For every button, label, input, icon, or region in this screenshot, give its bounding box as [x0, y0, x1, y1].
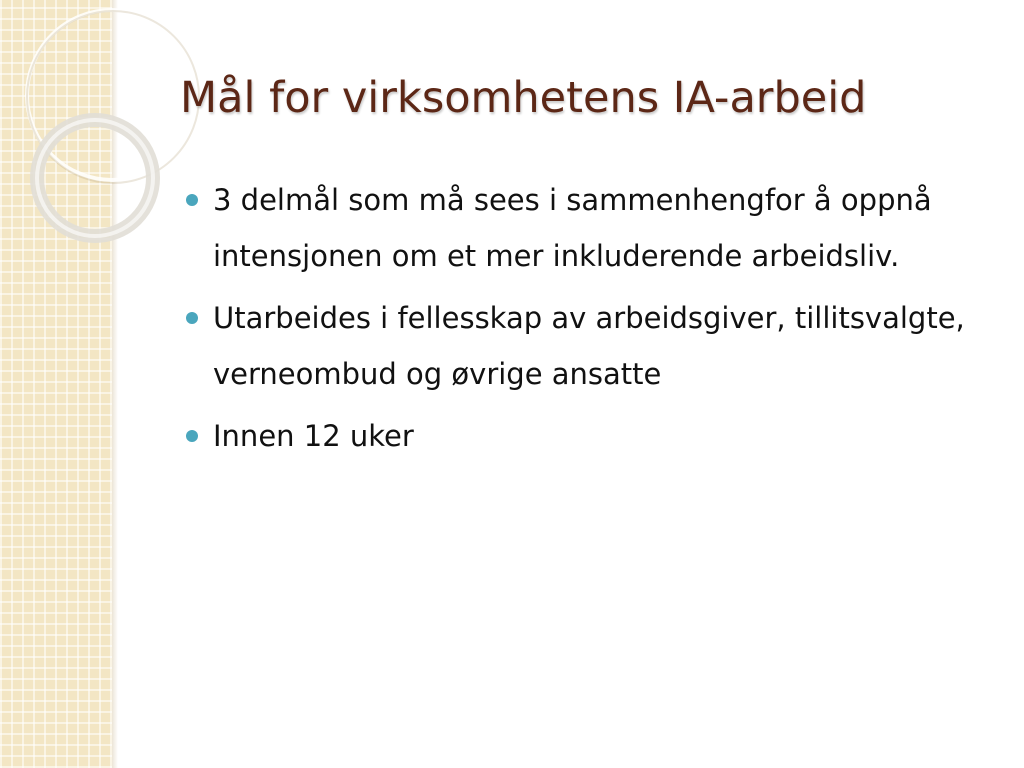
bullet-text: 3 delmål som må sees i sammenhengfor å oppnå intensjonen om et mer inkluderende arbeidsliv.: [213, 183, 932, 273]
bullet-text: Innen 12 uker: [213, 419, 414, 453]
bullet-item: [186, 290, 1006, 402]
bullet-text: Utarbeides i fellesskap av arbeidsgiver, tillitsvalgte, verneombud og øvrige ansatte: [213, 301, 965, 391]
slide-title: Mål for virksomhetens IA-arbeid: [180, 73, 867, 123]
bullet-item: [186, 172, 1006, 284]
bullet-dot-icon: [186, 194, 198, 206]
decorative-ring-large-shadow: [27, 11, 199, 183]
bullet-item: [186, 408, 1006, 464]
bullet-list: [186, 172, 1006, 470]
decorative-rings: [0, 0, 200, 300]
bullet-dot-icon: [186, 430, 198, 442]
bullet-dot-icon: [186, 312, 198, 324]
